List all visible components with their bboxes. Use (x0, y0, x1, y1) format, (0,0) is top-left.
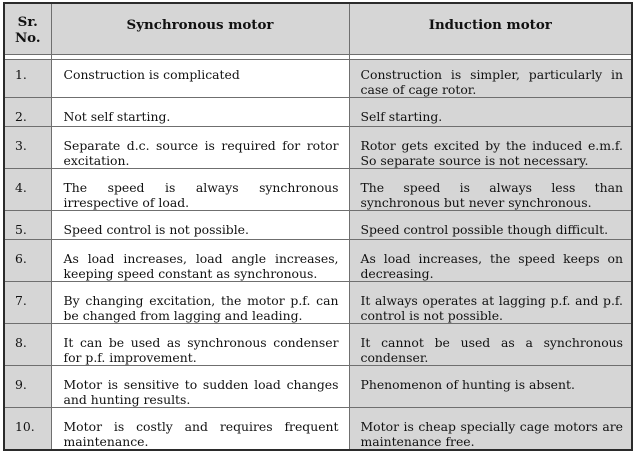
header-synchronous-motor: Synchronous motor (51, 3, 349, 54)
induction-cell: Construction is simpler, particularly in case of cage rotor. (349, 59, 632, 97)
induction-cell: Speed control possible though difficult. (349, 210, 632, 239)
induction-cell: Rotor gets excited by the induced e.m.f. So separate source is not necessary. (349, 126, 632, 168)
synchronous-cell: Motor is sensitive to sudden load changes and hunting results. (51, 365, 349, 407)
header-row (4, 3, 632, 54)
row-number: 3. (4, 126, 51, 168)
synchronous-cell: As load increases, load angle increases, keeping speed constant as synchronous. (51, 239, 349, 281)
synchronous-cell: Speed control is not possible. (51, 210, 349, 239)
row-number: 5. (4, 210, 51, 239)
table-row (4, 210, 632, 239)
row-number: 10. (4, 407, 51, 450)
comparison-table (3, 2, 633, 451)
induction-cell: It cannot be used as a synchronous condenser. (349, 323, 632, 365)
table-row (4, 168, 632, 210)
row-number: 8. (4, 323, 51, 365)
table-row (4, 407, 632, 450)
row-number: 2. (4, 97, 51, 126)
induction-cell: It always operates at lagging p.f. and p.f. control is not possible. (349, 281, 632, 323)
header-induction-motor: Induction motor (349, 3, 632, 54)
synchronous-cell: Separate d.c. source is required for rotor excitation. (51, 126, 349, 168)
row-number: 7. (4, 281, 51, 323)
synchronous-cell: Motor is costly and requires frequent maintenance. (51, 407, 349, 450)
table-row (4, 365, 632, 407)
row-number: 1. (4, 59, 51, 97)
row-number: 4. (4, 168, 51, 210)
synchronous-cell: Not self starting. (51, 97, 349, 126)
induction-cell: Motor is cheap specially cage motors are maintenance free. (349, 407, 632, 450)
induction-cell: The speed is always less than synchronous but never synchronous. (349, 168, 632, 210)
header-no-label: No. (14, 30, 41, 46)
induction-cell: As load increases, the speed keeps on decreasing. (349, 239, 632, 281)
row-number: 9. (4, 365, 51, 407)
table-row (4, 281, 632, 323)
induction-cell: Self starting. (349, 97, 632, 126)
synchronous-cell: It can be used as synchronous condenser for p.f. improvement. (51, 323, 349, 365)
table-row (4, 323, 632, 365)
header-sr-label: Sr. (17, 14, 38, 30)
synchronous-cell: By changing excitation, the motor p.f. can be changed from lagging and leading. (51, 281, 349, 323)
table-row (4, 239, 632, 281)
table-row (4, 97, 632, 126)
table-row (4, 59, 632, 97)
table-row (4, 126, 632, 168)
induction-cell: Phenomenon of hunting is absent. (349, 365, 632, 407)
synchronous-cell: Construction is complicated (51, 59, 349, 97)
row-number: 6. (4, 239, 51, 281)
header-sr-no (4, 3, 51, 54)
synchronous-cell: The speed is always synchronous irrespective of load. (51, 168, 349, 210)
